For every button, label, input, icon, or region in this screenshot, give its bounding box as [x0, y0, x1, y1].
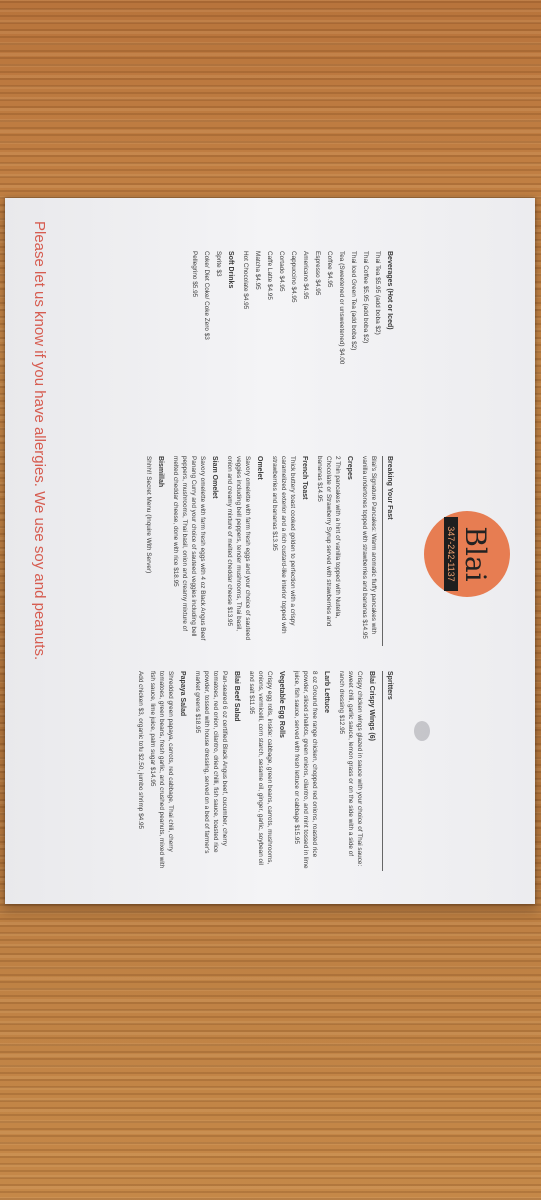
- beverage-item: Matcha $4.95: [254, 251, 261, 290]
- siam-omelet-description: Savory omelette with farm fresh eggs with 4 oz Black Angus Beef Panang Curry and your choice of sauteed veggies including bell peppers, mushrooms, Thai basil, onion and creamy mixture of melted cheddar cheese, done with rice $18.95: [172, 456, 206, 641]
- logo-phone: 347-242-1137: [444, 517, 458, 591]
- beverage-item: Coffee $4.95: [326, 251, 333, 288]
- soft-drink-item: Sprite $3: [215, 251, 222, 277]
- egg-rolls-description: Crispy egg rolls, inside: cabbage, green beans, carrots, mushrooms, onions, vermicelli, corn starch, sesame oil, ginger, garlic, soybean oil and salt $11.95: [248, 671, 273, 865]
- siam-omelet-heading: Siam Omelet: [211, 456, 218, 499]
- omelet-heading: Omelet: [256, 456, 263, 480]
- papaya-salad-heading: Papaya Salad: [179, 671, 186, 717]
- logo: [424, 511, 510, 597]
- soft-drinks-heading: Soft Drinks: [227, 251, 234, 289]
- beverage-item: Caffe Latte $4.95: [266, 251, 273, 300]
- allergy-note: Please let us know if you have allergies. We use soy and peanuts.: [31, 221, 48, 661]
- beverage-item: Thai Coffee $5.95 (add boba $2): [362, 251, 369, 344]
- crepes-description: 2 Thin pancakes with a hint of vanilla topped with Nutella, Chocolate or Strawberry Syrup served with strawberries and bananas $14.95: [316, 456, 341, 627]
- omelet-description: Savory omelette with farm fresh eggs and your choice of sauteed veggies including bell peppers, tender mushrooms, Thai basil, onion and creamy mixture of melted cheddar cheese $13.95: [226, 456, 251, 641]
- menu-content: [20, 201, 520, 901]
- beef-salad-description: Pan-seared 6 oz certified Black Angus beef, cucumber, cherry tomatoes, red onion, cilantro, dried chilli, fish sauce, toasted rice powder, tossed with house dressing, served on a bed of farmer's market greens $18.95: [194, 671, 228, 854]
- beverage-item: Espresso $4.95: [314, 251, 321, 296]
- beverage-item: Thai Iced Green Tea (add boba $2): [350, 251, 357, 351]
- beverage-item: Cappuccino $4.95: [290, 251, 297, 303]
- beverage-item: Cortado $4.95: [278, 251, 285, 292]
- french-toast-heading: French Toast: [301, 456, 308, 500]
- beverage-item: Thai Tea $5.95 (add boba $2): [374, 251, 381, 335]
- larb-description: 8 oz Ground free range chicken, chopped red onions, roasted rice powder, sliced shallots, green onions, cilantro, and mint tossed in lime juice, fish sauce, served with fresh lettuce or cabbage $15.95: [293, 671, 318, 869]
- larb-heading: Larb Lettuce: [323, 671, 330, 714]
- secret-menu: Shhh!! Secret Menu (Inquire With Server): [145, 456, 152, 574]
- spritters-heading: Spritters: [386, 671, 393, 700]
- bismillah-heading: Bismillah: [157, 456, 164, 488]
- egg-rolls-heading: Vegetable Egg Rolls: [278, 671, 285, 738]
- beverage-item: Tea (Sweetened or unsweetened) $4.00: [338, 251, 345, 365]
- soft-drink-item: Coke/ Diet Coke/ Coke Zero $3: [203, 251, 210, 340]
- crepes-heading: Crepes: [346, 456, 353, 480]
- logo-title: Blai: [459, 526, 492, 582]
- french-toast-description: Thick buttery toast cooked golden to perfection with a crispy caramelized exterior and a rich custard-like interior topped with strawberries and bananas $13.95: [271, 456, 296, 634]
- paper-stain: [414, 721, 430, 741]
- spritters-column: [133, 671, 400, 871]
- beef-salad-heading: Blai Beef Salad: [233, 671, 240, 722]
- divider: [382, 671, 383, 871]
- signature-pancakes: Blai's Signature Pancakes: Warm aromatic fluffy pancakes with vanilla undertones topped with strawberries and bananas $14.95: [361, 456, 377, 639]
- menu-sheet: [5, 198, 535, 904]
- beverage-item: Hot Chocolate $4.95: [242, 251, 249, 310]
- wings-heading: Blai Crispy Wings (6): [368, 671, 375, 741]
- beverages-heading: Beverages (Hot or Iced): [386, 251, 393, 330]
- papaya-salad-description: Shredded green papaya, carrots, red cabbage, Thai chili, cherry tomatoes, green beans, fresh garlic, and crushed peanuts, mixed with fish sauce, lime juice, palm sugar $14.95: [149, 671, 174, 869]
- breakfast-column: [141, 456, 400, 646]
- beverages-column: [187, 251, 400, 431]
- beverage-item: Americano $4.95: [302, 251, 309, 300]
- add-ons: Add chicken $3, organic tofu $2.50, jumbo shrimp $4.95: [137, 671, 144, 830]
- divider: [382, 456, 383, 646]
- soft-drink-item: Pellegrino $5.95: [191, 251, 198, 298]
- wings-description: Crispy chicken wings glazed in sauce with your choice of Thai sauce: sweet chili, garlic sauce, lemon grass or on the side with a side of ranch dressing $12.95: [338, 671, 363, 867]
- breakfast-heading: Breaking Your Fast: [386, 456, 393, 520]
